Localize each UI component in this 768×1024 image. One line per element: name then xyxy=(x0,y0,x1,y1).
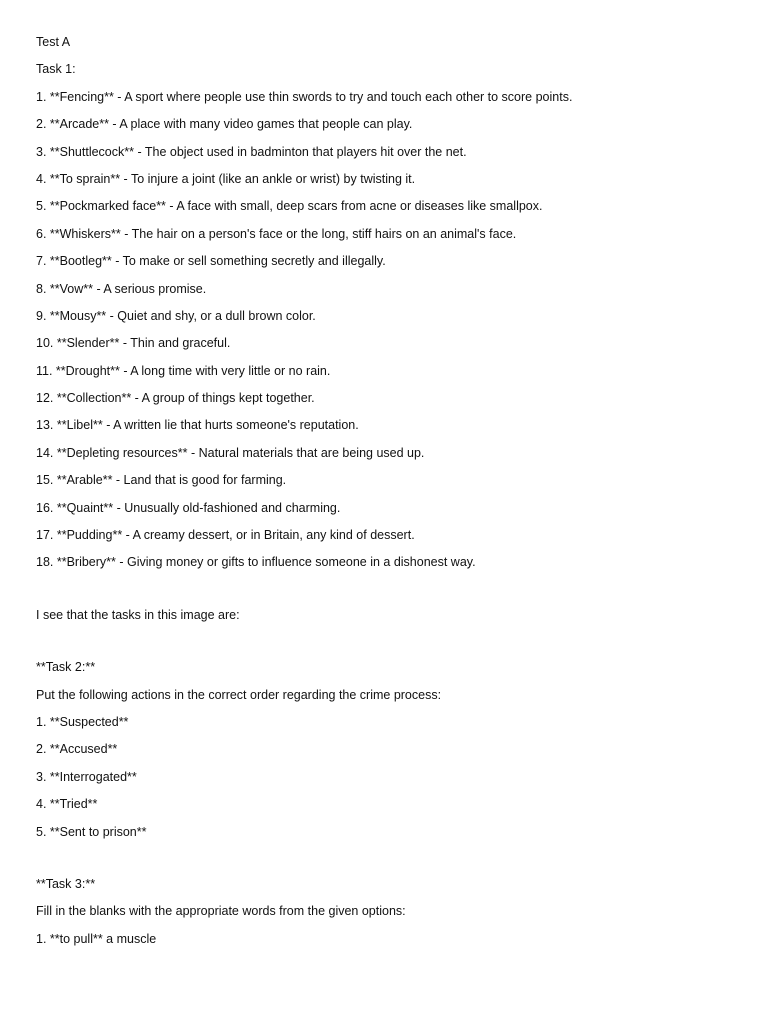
list-item: 11. **Drought** - A long time with very little or no rain. xyxy=(36,363,331,378)
list-item: 1. **Fencing** - A sport where people use thin swords to try and touch each other to score points. xyxy=(36,89,573,104)
list-item: 3. **Shuttlecock** - The object used in badminton that players hit over the net. xyxy=(36,144,467,159)
task3-heading: **Task 3:** xyxy=(36,876,96,891)
task3-list xyxy=(36,930,736,957)
list-item: 1. **Suspected** xyxy=(36,714,129,729)
list-item: 15. **Arable** - Land that is good for farming. xyxy=(36,473,287,488)
list-item: 5. **Sent to prison** xyxy=(36,824,147,839)
task2-list xyxy=(36,713,736,850)
spacer xyxy=(36,633,736,658)
list-item: 4. **Tried** xyxy=(36,797,98,812)
task3-instruction: Fill in the blanks with the appropriate words from the given options: xyxy=(36,904,406,919)
list-item: 8. **Vow** - A serious promise. xyxy=(36,281,207,296)
list-item: 5. **Pockmarked face** - A face with small, deep scars from acne or diseases like smallpox. xyxy=(36,199,543,214)
list-item: 13. **Libel** - A written lie that hurts someone's reputation. xyxy=(36,418,359,433)
document-page xyxy=(36,33,736,957)
list-item: 7. **Bootleg** - To make or sell something secretly and illegally. xyxy=(36,254,386,269)
list-item: 2. **Accused** xyxy=(36,742,118,757)
task1-heading: Task 1: xyxy=(36,62,76,77)
spacer xyxy=(36,850,736,875)
spacer xyxy=(36,581,736,606)
list-item: 14. **Depleting resources** - Natural materials that are being used up. xyxy=(36,445,425,460)
list-item: 3. **Interrogated** xyxy=(36,769,137,784)
list-item: 9. **Mousy** - Quiet and shy, or a dull brown color. xyxy=(36,308,316,323)
list-item: 17. **Pudding** - A creamy dessert, or in Britain, any kind of dessert. xyxy=(36,528,415,543)
list-item: 18. **Bribery** - Giving money or gifts to influence someone in a dishonest way. xyxy=(36,555,476,570)
list-item: 1. **to pull** a muscle xyxy=(36,931,157,946)
task1-list xyxy=(36,88,736,581)
list-item: 2. **Arcade** - A place with many video games that people can play. xyxy=(36,117,413,132)
list-item: 10. **Slender** - Thin and graceful. xyxy=(36,336,231,351)
task2-instruction: Put the following actions in the correct order regarding the crime process: xyxy=(36,687,442,702)
list-item: 4. **To sprain** - To injure a joint (like an ankle or wrist) by twisting it. xyxy=(36,171,416,186)
list-item: 12. **Collection** - A group of things kept together. xyxy=(36,391,315,406)
list-item: 6. **Whiskers** - The hair on a person's face or the long, stiff hairs on an animal's face. xyxy=(36,226,517,241)
intro-text: I see that the tasks in this image are: xyxy=(36,607,240,622)
list-item: 16. **Quaint** - Unusually old-fashioned and charming. xyxy=(36,500,341,515)
task2-heading: **Task 2:** xyxy=(36,660,96,675)
document-title: Test A xyxy=(36,35,71,49)
